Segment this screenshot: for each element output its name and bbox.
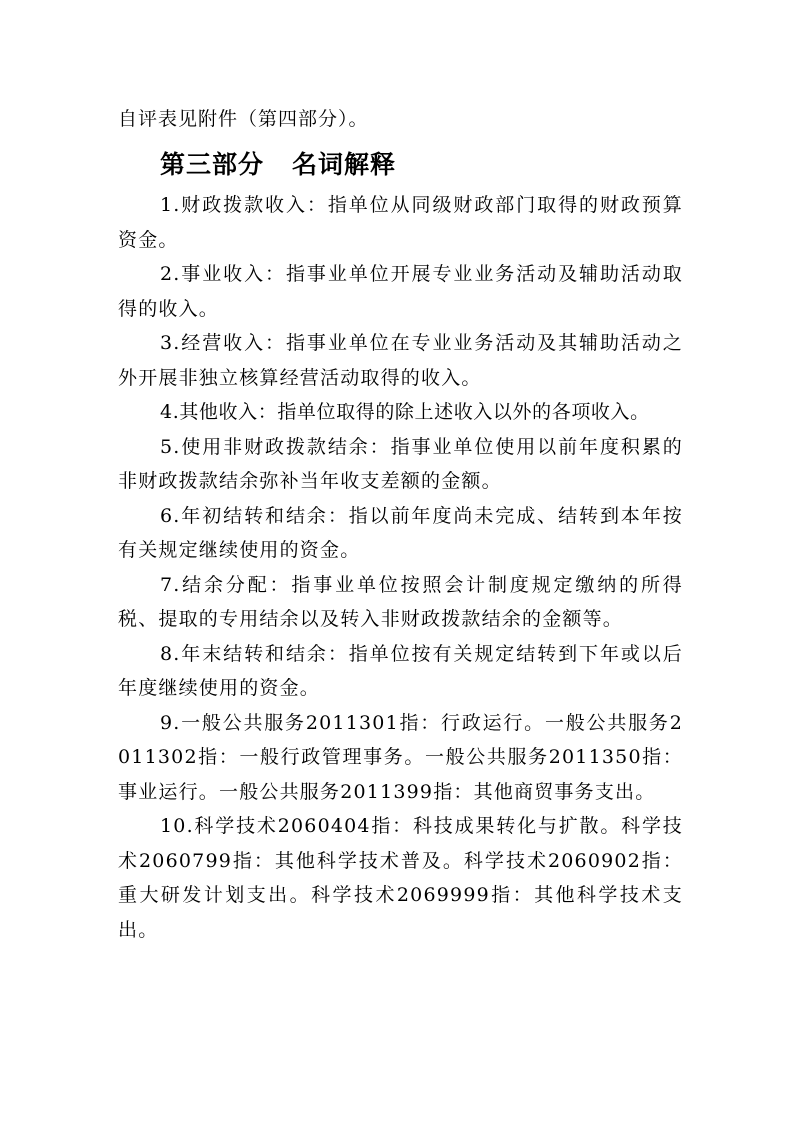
definition-item-1: 1.财政拨款收入：指单位从同级财政部门取得的财政预算资金。 [118,194,683,251]
definition-item-4: 4.其他收入：指单位取得的除上述收入以外的各项收入。 [160,401,650,423]
definition-item-10: 10.科学技术2060404指：科技成果转化与扩散。科学技术2060799指：其他科学技术普及。科学技术2060902指：重大研发计划支出。科学技术2069999指：其他科学技术支出。 [118,815,683,941]
definition-item-3: 3.经营收入：指事业单位在专业业务活动及其辅助活动之外开展非独立核算经营活动取得的收入。 [118,332,683,389]
definition-item-7: 7.结余分配：指事业单位按照会计制度规定缴纳的所得税、提取的专用结余以及转入非财政拨款结余的金额等。 [118,573,683,630]
section-title: 名词解释 [292,150,397,179]
definition-item-6: 6.年初结转和结余：指以前年度尚未完成、结转到本年按有关规定继续使用的资金。 [118,504,683,561]
definition-item-5: 5.使用非财政拨款结余：指事业单位使用以前年度积累的非财政拨款结余弥补当年收支差额的金额。 [118,435,683,492]
definition-item-9: 9.一般公共服务2011301指：行政运行。一般公共服务2011302指：一般行政管理事务。一般公共服务2011350指：事业运行。一般公共服务2011399指：其他商贸事务支出。 [118,711,683,803]
definition-item-2: 2.事业收入：指事业单位开展专业业务活动及辅助活动取得的收入。 [118,263,683,320]
definition-item-8: 8.年末结转和结余：指单位按有关规定结转到下年或以后年度继续使用的资金。 [118,642,683,699]
section-part-label: 第三部分 [160,150,265,179]
document-body [118,102,683,947]
lead-paragraph: 自评表见附件（第四部分）。 [118,108,369,130]
section-heading [160,144,683,186]
